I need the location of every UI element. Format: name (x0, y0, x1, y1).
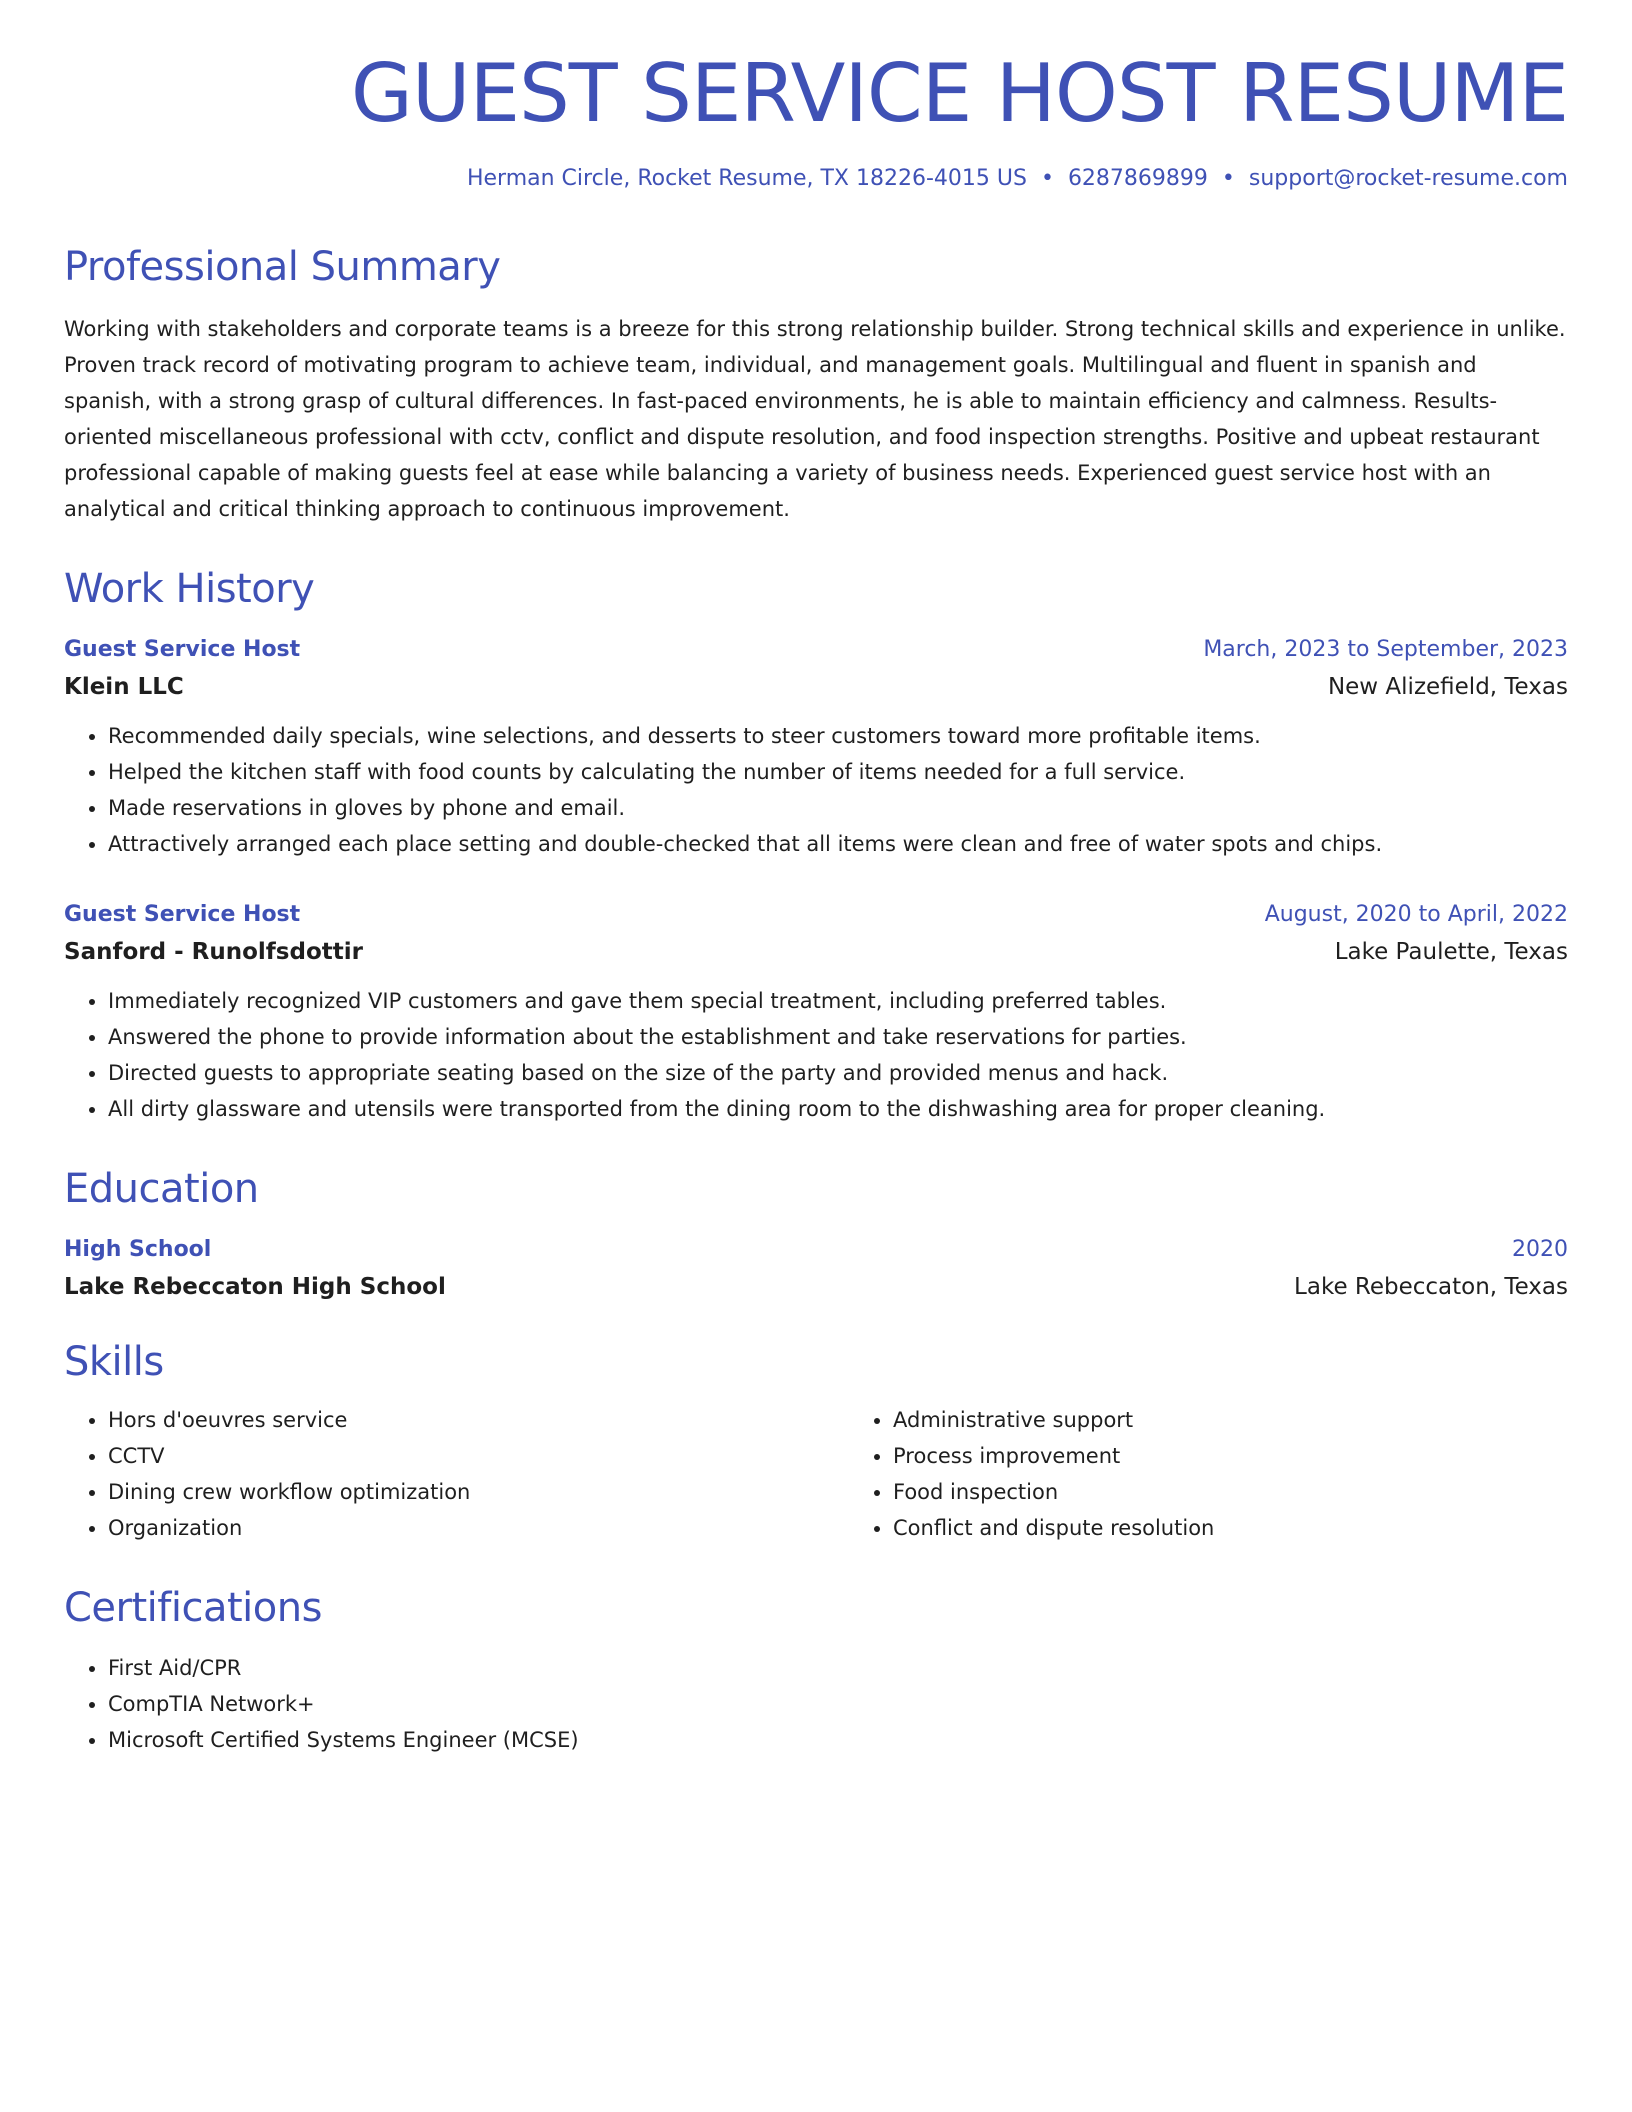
work-history-heading: Work History (64, 566, 315, 612)
contact-separator: • (1221, 166, 1235, 191)
job-location: Lake Paulette, Texas (1334, 939, 1568, 965)
job-bullets (64, 718, 1568, 862)
skill-item: • Dining crew workflow optimization (108, 1474, 849, 1510)
skills-grid (64, 1402, 1568, 1546)
certification-item: • Microsoft Certified Systems Engineer (MCSE) (108, 1722, 1568, 1758)
certifications-list (64, 1650, 1568, 1758)
job-bullet: • Made reservations in gloves by phone and email. (108, 790, 1568, 826)
certifications-section (64, 1584, 1568, 1758)
skill-item: • Process improvement (893, 1438, 1632, 1474)
job-entry (64, 902, 1568, 1127)
work-history-section (64, 565, 1568, 1127)
summary-text: Working with stakeholders and corporate teams is a breeze for this strong relationship builder. Strong technical skills and experience in unlike. Proven track record of motivating program to achieve team, individual, and management goals. Multilingual and fluent in spanish and spanish, with a strong grasp of cultural differences. In fast-paced environments, he is able to maintain efficiency and calmness. Results-oriented miscellaneous professional with cctv, conflict and dispute resolution, and food inspection strengths. Positive and upbeat restaurant professional capable of making guests feel at ease while balancing a variety of business needs. Experienced guest service host with an analytical and critical thinking approach to continuous improvement. (64, 317, 1566, 521)
education-heading: Education (64, 1166, 259, 1212)
certifications-heading: Certifications (64, 1585, 322, 1631)
education-school: Lake Rebeccaton High School (64, 1274, 446, 1300)
job-bullet: • All dirty glassware and utensils were transported from the dining room to the dishwashing area for proper cleaning. (108, 1091, 1568, 1127)
job-bullet: • Immediately recognized VIP customers and gave them special treatment, including preferred tables. (108, 983, 1568, 1019)
job-title: Guest Service Host (64, 637, 301, 662)
job-location: New Alizefield, Texas (1327, 674, 1568, 700)
job-header-row (64, 637, 1568, 662)
job-company: Klein LLC (64, 674, 184, 700)
education-section (64, 1165, 1568, 1300)
skill-item: • Administrative support (893, 1402, 1632, 1438)
job-dates: March, 2023 to September, 2023 (1203, 637, 1568, 662)
certification-item: • First Aid/CPR (108, 1650, 1568, 1686)
job-bullets (64, 983, 1568, 1127)
skill-item: • Food inspection (893, 1474, 1632, 1510)
summary-section (64, 243, 1568, 527)
skills-column-left (64, 1402, 849, 1546)
education-entry (64, 1237, 1568, 1300)
summary-heading: Professional Summary (64, 244, 501, 290)
education-location: Lake Rebeccaton, Texas (1294, 1274, 1568, 1300)
education-degree: High School (64, 1237, 212, 1262)
contact-address: Herman Circle, Rocket Resume, TX 18226-4015 US (466, 166, 1027, 191)
skills-section (64, 1338, 1568, 1546)
job-company-row (64, 939, 1568, 965)
contact-phone: 6287869899 (1067, 166, 1208, 191)
job-bullet: • Answered the phone to provide information about the establishment and take reservations for parties. (108, 1019, 1568, 1055)
job-bullet: • Directed guests to appropriate seating based on the size of the party and provided menus and hack. (108, 1055, 1568, 1091)
job-company: Sanford - Runolfsdottir (64, 939, 363, 965)
job-dates: August, 2020 to April, 2022 (1264, 902, 1568, 927)
job-entry (64, 637, 1568, 862)
skill-item: • CCTV (108, 1438, 849, 1474)
education-year: 2020 (1512, 1237, 1568, 1262)
job-header-row (64, 902, 1568, 927)
skill-item: • Organization (108, 1510, 849, 1546)
skill-item: • Conflict and dispute resolution (893, 1510, 1632, 1546)
certification-item: • CompTIA Network+ (108, 1686, 1568, 1722)
job-title: Guest Service Host (64, 902, 301, 927)
job-company-row (64, 674, 1568, 700)
job-bullet: • Recommended daily specials, wine selections, and desserts to steer customers toward more profitable items. (108, 718, 1568, 754)
job-bullet: • Helped the kitchen staff with food counts by calculating the number of items needed for a full service. (108, 754, 1568, 790)
contact-email[interactable]: support@rocket-resume.com (1248, 166, 1568, 191)
education-school-row (64, 1274, 1568, 1300)
resume-page (64, 47, 1568, 1758)
contact-line (64, 166, 1568, 191)
skill-item: • Hors d'oeuvres service (108, 1402, 849, 1438)
job-bullet: • Attractively arranged each place setting and double-checked that all items were clean and free of water spots and chips. (108, 826, 1568, 862)
contact-separator: • (1040, 166, 1054, 191)
skills-column-right (849, 1402, 1632, 1546)
resume-title: GUEST SERVICE HOST RESUME (350, 47, 1568, 140)
education-header-row (64, 1237, 1568, 1262)
skills-heading: Skills (64, 1339, 164, 1385)
